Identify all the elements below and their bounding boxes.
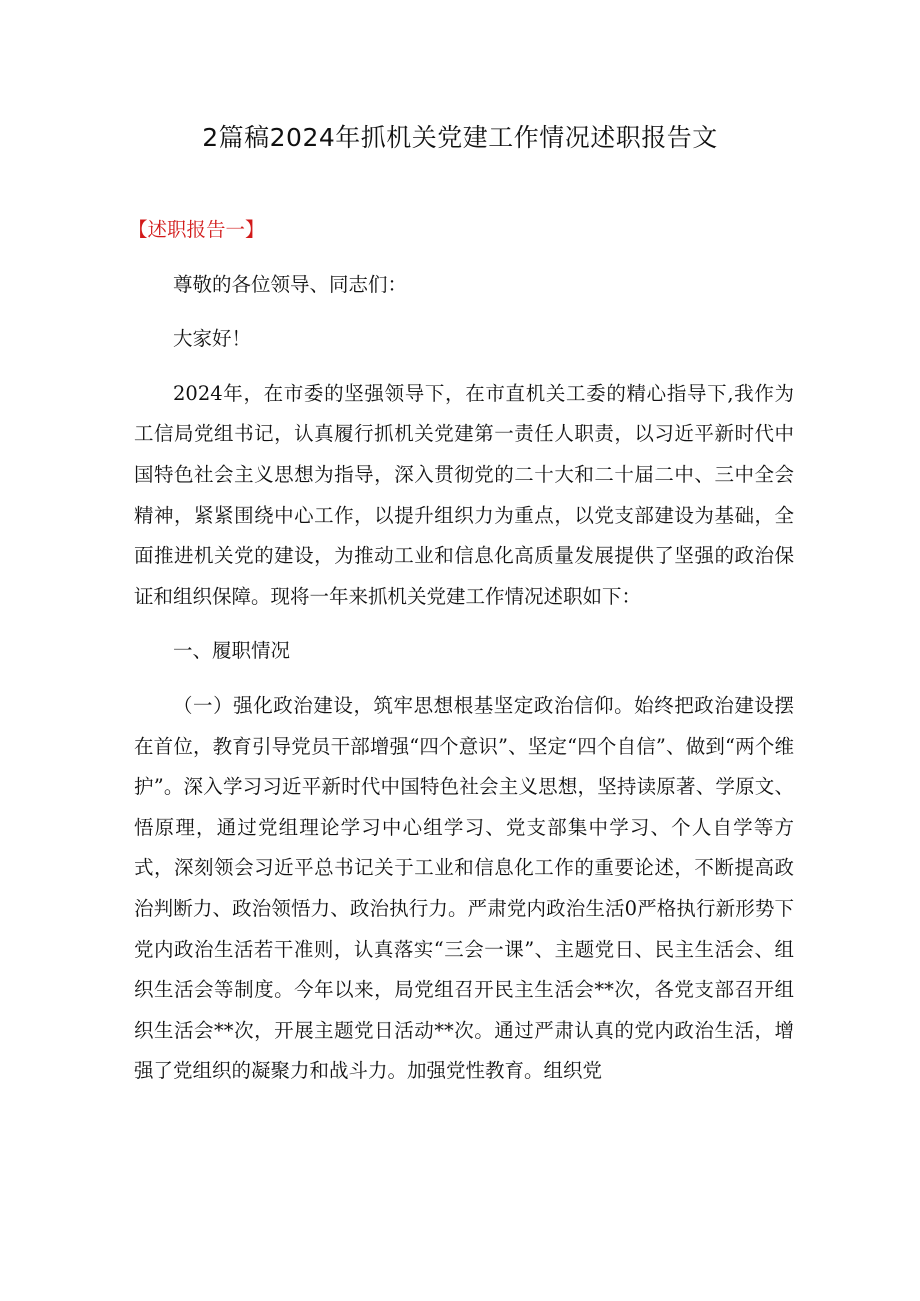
section-marker: 【述职报告一】: [128, 218, 265, 241]
document-body: [128, 210, 794, 1092]
heading-performance: 一、履职情况: [173, 639, 291, 663]
salutation: 尊敬的各位领导、同志们：: [173, 272, 408, 296]
paragraph-intro: 2024年，在市委的坚强领导下，在市直机关工委的精心指导下,我作为工信局党组书记，认真履行抓机关党建第一责任人职责，以习近平新时代中国特色社会主义思想为指导，深入贯彻党的二十大和二十届二中、三中全会精神，紧紧围绕中心工作，以提升组织力为重点，以党支部建设为基础，全面推进机关党的建设，为推动工业和信息化高质量发展提供了坚强的政治保证和组织保障。现将一年来抓机关党建工作情况述职如下：: [134, 381, 794, 608]
document-title: 2篇稿2024年抓机关党建工作情况述职报告文: [202, 123, 718, 152]
greeting: 大家好！: [173, 327, 252, 351]
paragraph-political-building: （一）强化政治建设，筑牢思想根基坚定政治信仰。始终把政治建设摆在首位，教育引导党员干部增强“四个意识”、坚定“四个自信”、做到“两个维护”。深入学习习近平新时代中国特色社会主义思想，坚持读原著、学原文、悟原理，通过党组理论学习中心组学习、党支部集中学习、个人自学等方式，深刻领会习近平总书记关于工业和信息化工作的重要论述，不断提高政治判断力、政治领悟力、政治执行力。严肃党内政治生活0严格执行新形势下党内政治生活若干准则，认真落实“三会一课”、主题党日、民主生活会、组织生活会等制度。今年以来，局党组召开民主生活会**次，各党支部召开组织生活会**次，开展主题党日活动**次。通过严肃认真的党内政治生活，增强了党组织的凝聚力和战斗力。加强党性教育。组织党: [134, 693, 794, 1083]
